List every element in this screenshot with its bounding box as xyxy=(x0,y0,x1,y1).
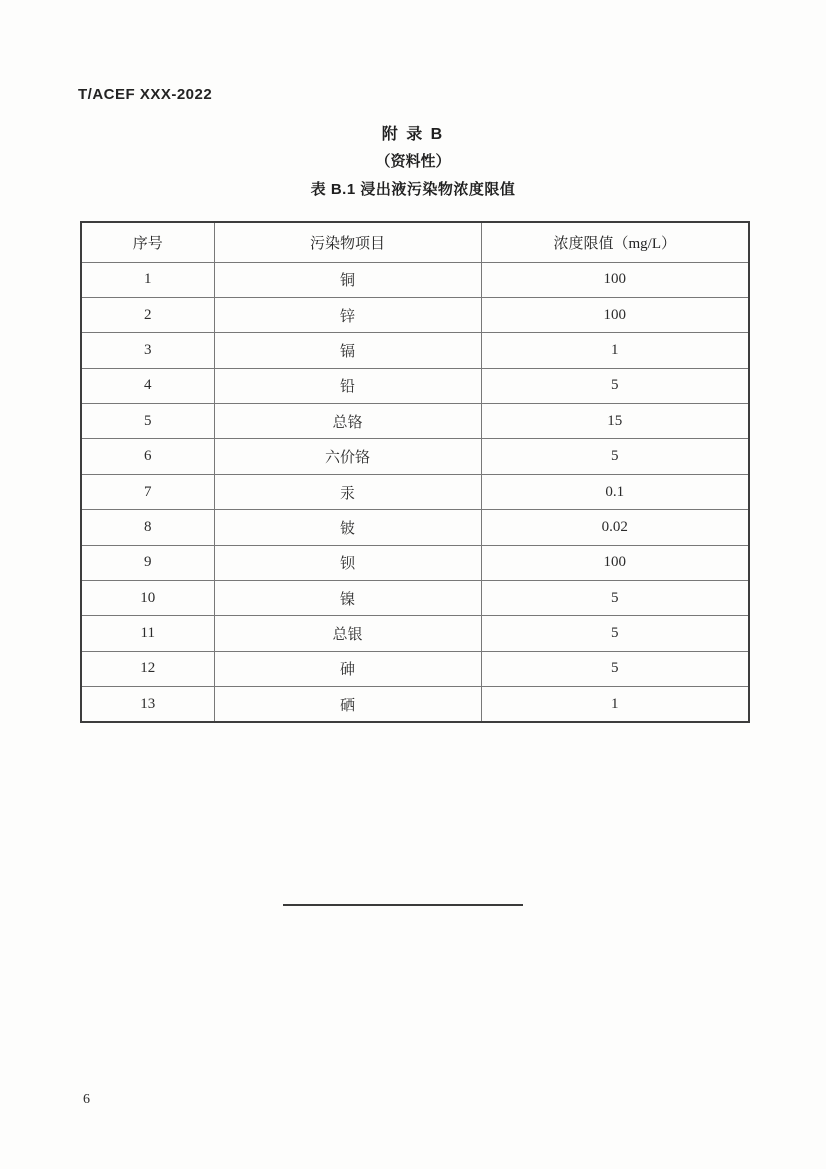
pollutant-name-cell: 镉 xyxy=(214,333,481,368)
row-index-cell: 2 xyxy=(81,297,214,332)
pollutant-name-cell: 锌 xyxy=(214,297,481,332)
row-index-cell: 9 xyxy=(81,545,214,580)
row-index-cell: 4 xyxy=(81,368,214,403)
limit-value-cell: 1 xyxy=(481,687,749,722)
appendix-normative-type: （资料性） xyxy=(375,153,451,170)
pollutant-limits-table xyxy=(80,221,750,723)
limit-value-cell: 5 xyxy=(481,616,749,651)
appendix-title: 附 录 B xyxy=(381,126,445,143)
pollutant-name-cell: 铜 xyxy=(214,262,481,297)
table-row xyxy=(81,510,749,545)
table-row xyxy=(81,439,749,474)
limit-value-cell: 100 xyxy=(481,262,749,297)
limit-value-cell: 100 xyxy=(481,545,749,580)
pollutant-name-cell: 总银 xyxy=(214,616,481,651)
column-header-no: 序号 xyxy=(81,222,214,262)
table-row xyxy=(81,651,749,686)
limit-value-cell: 5 xyxy=(481,439,749,474)
row-index-cell: 8 xyxy=(81,510,214,545)
row-index-cell: 3 xyxy=(81,333,214,368)
row-index-cell: 11 xyxy=(81,616,214,651)
limit-value-cell: 100 xyxy=(481,297,749,332)
pollutant-name-cell: 钡 xyxy=(214,545,481,580)
row-index-cell: 1 xyxy=(81,262,214,297)
pollutant-name-cell: 汞 xyxy=(214,474,481,509)
row-index-cell: 5 xyxy=(81,404,214,439)
pollutant-name-cell: 硒 xyxy=(214,687,481,722)
page-number: 6 xyxy=(83,1092,90,1107)
row-index-cell: 10 xyxy=(81,581,214,616)
column-header-pollutant: 污染物项目 xyxy=(214,222,481,262)
limit-value-cell: 0.02 xyxy=(481,510,749,545)
limit-value-cell: 5 xyxy=(481,651,749,686)
pollutant-name-cell: 总铬 xyxy=(214,404,481,439)
table-row xyxy=(81,262,749,297)
limit-value-cell: 1 xyxy=(481,333,749,368)
table-row xyxy=(81,616,749,651)
table-row xyxy=(81,368,749,403)
pollutant-name-cell: 铅 xyxy=(214,368,481,403)
row-index-cell: 12 xyxy=(81,651,214,686)
pollutant-name-cell: 镍 xyxy=(214,581,481,616)
limit-value-cell: 0.1 xyxy=(481,474,749,509)
table-row xyxy=(81,581,749,616)
standard-number: T/ACEF XXX-2022 xyxy=(78,86,213,103)
row-index-cell: 7 xyxy=(81,474,214,509)
column-header-limit: 浓度限值（mg/L） xyxy=(481,222,749,262)
table-row xyxy=(81,297,749,332)
limit-value-cell: 15 xyxy=(481,404,749,439)
table-row xyxy=(81,474,749,509)
pollutant-name-cell: 砷 xyxy=(214,651,481,686)
table-header-row xyxy=(81,222,749,262)
row-index-cell: 6 xyxy=(81,439,214,474)
pollutant-name-cell: 六价铬 xyxy=(214,439,481,474)
row-index-cell: 13 xyxy=(81,687,214,722)
footnote-separator-rule xyxy=(283,904,523,906)
limit-value-cell: 5 xyxy=(481,368,749,403)
table-row xyxy=(81,333,749,368)
table-row xyxy=(81,687,749,722)
table-row xyxy=(81,545,749,580)
table-body xyxy=(81,262,749,722)
table-caption: 表 B.1 浸出液污染物浓度限值 xyxy=(310,181,516,198)
table-row xyxy=(81,404,749,439)
pollutant-name-cell: 铍 xyxy=(214,510,481,545)
limit-value-cell: 5 xyxy=(481,581,749,616)
